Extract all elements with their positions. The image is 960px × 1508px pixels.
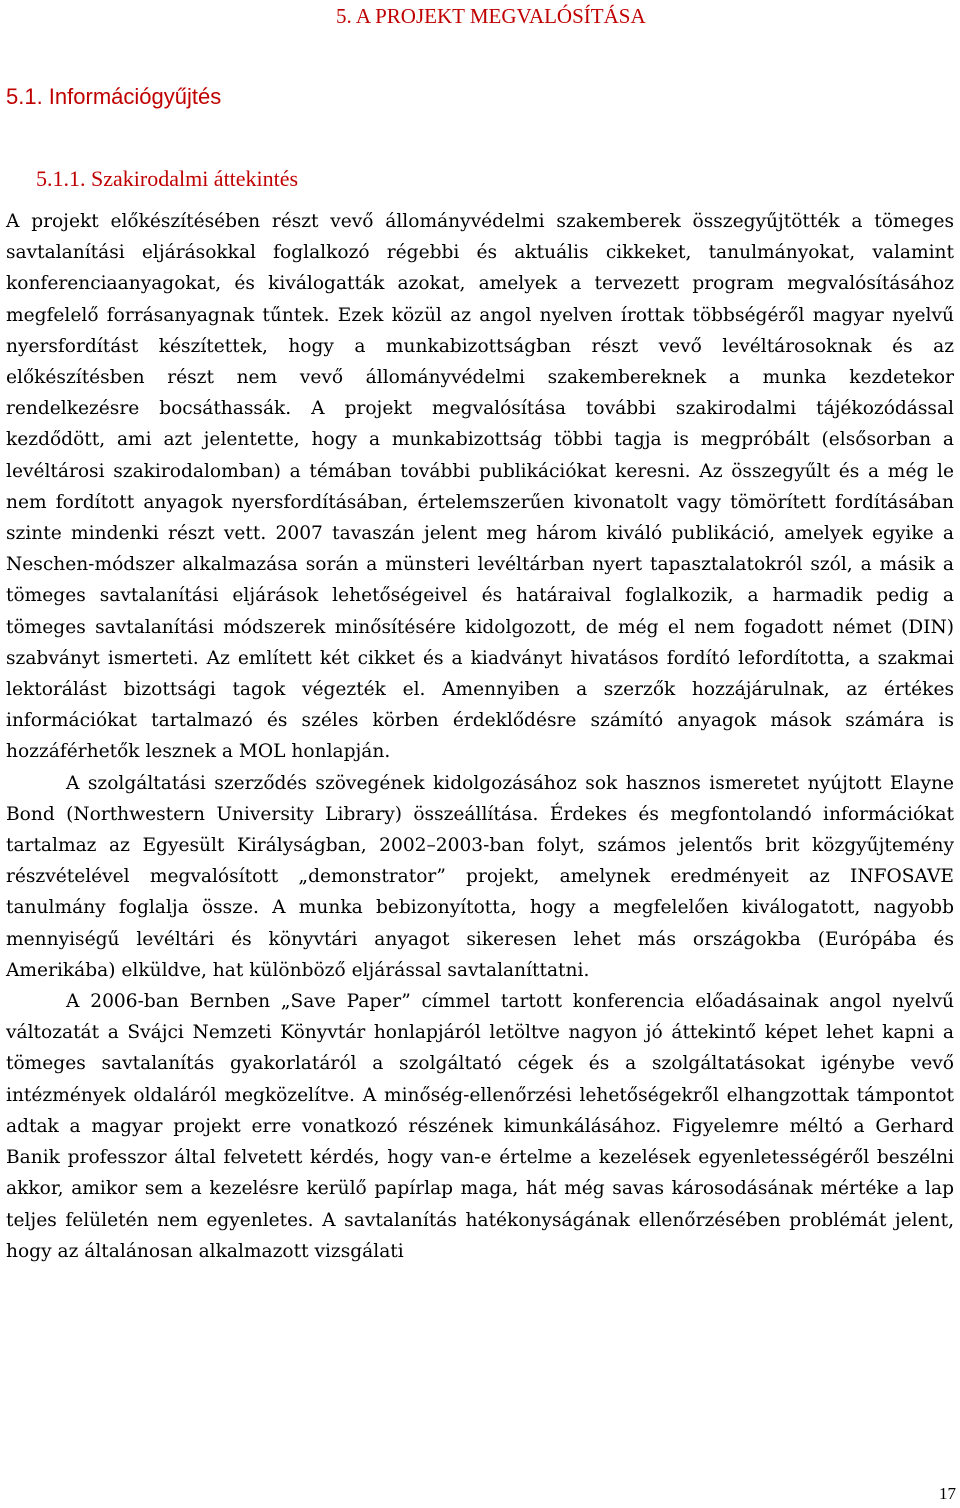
body-text xyxy=(6,206,954,1267)
paragraph-3: A 2006-ban Bernben „Save Paper” címmel tartott konferencia előadásainak angol nyelvű változatát a Svájci Nemzeti Könyvtár honlapjáról letöltve nagyon jó áttekintő képet lehet kapni a tömeges savtalanítás gyakorlatáról a szolgáltató cégek és a szolgáltatásokat igénybe vevő intézmények oldaláról megközelítve. A minőség-ellenőrzési lehetőségekről elhangzottak támpontot adtak a magyar projekt erre vonatkozó részének kimunkálásához. Figyelemre méltó a Gerhard Banik professzor által felvetett kérdés, hogy van-e értelme a kezelések egyenletességéről beszélni akkor, amikor sem a kezelésre kerülő papírlap maga, hát még savas károsodásának mértéke a lap teljes felületén nem egyenletes. A savtalanítás hatékonyságának ellenőrzésében problémát jelent, hogy az általánosan alkalmazott vizsgálati xyxy=(6,991,954,1262)
paragraph-2: A szolgáltatási szerződés szövegének kidolgozásához sok hasznos ismeretet nyújtott Elayne Bond (Northwestern University Library) összeállítása. Érdekes és megfontolandó információkat tartalmaz az Egyesült Királyságban, 2002–2003-ban folyt, számos jelentős brit közgyűjtemény részvételével megvalósított „demonstrator” projekt, amelynek eredményeit az INFOSAVE tanulmány foglalja össze. A munka bebizonyította, hogy a megfelelően kiválogatott, nagyobb mennyiségű levéltári és könyvtári anyagot sikeresen lehet más országokba (Európába és Amerikába) elküldve, hat különböző eljárással savtalaníttatni. xyxy=(6,772,954,981)
subsection-heading: 5.1.1. Szakirodalmi áttekintés xyxy=(36,166,299,191)
paragraph-1: A projekt előkészítésében részt vevő állományvédelmi szakemberek összegyűjtötték a tömeges savtalanítási eljárásokkal foglalkozó régebbi és aktuális cikkeket, tanulmányokat, valamint konferenciaanyagokat, és kiválogatták azokat, amelyek a tervezett program megvalósításához megfelelő forrásanyagnak tűntek. Ezek közül az angol nyelven írottak többségéről magyar nyelvű nyersfordítást készítettek, hogy a munkabizottságban részt vevő levéltárosoknak és az előkészítésben részt nem vevő állományvédelmi szakembereknek a munka kezdetekor rendelkezésre bocsáthassák. A projekt megvalósítása további szakirodalmi tájékozódással kezdődött, ami azt jelentette, hogy a munkabizottság többi tagja is megpróbált (elsősorban a levéltárosi szakirodalomban) a témában további publikációkat keresni. Az összegyűlt és a még le nem fordított anyagok nyersfordításában, értelemszerűen kivonatolt vagy tömörített fordításában szinte mindenki részt vett. 2007 tavaszán jelent meg három kiváló publikáció, amelyek egyike a Neschen-módszer alkalmazása során a münsteri levéltárban nyert tapasztalatokról szól, a másik a tömeges savtalanítási eljárások lehetőségeivel és határaival foglalkozik, a harmadik pedig a tömeges savtalanítási módszerek minősítésére kidolgozott, de még el nem fogadott német (DIN) szabványt ismerteti. Az említett két cikket és a kiadványt hivatásos fordító lefordította, a szakmai lektorálást bizottsági tagok végezték el. Amennyiben a szerzők hozzájárulnak, az értékes információkat tartalmazó és széles körben érdeklődésre számító anyagok mások számára is hozzáférhetők lesznek a MOL honlapján. xyxy=(6,211,954,763)
section-heading: 5.1. Információgyűjtés xyxy=(6,84,222,109)
page-number: 17 xyxy=(939,1484,956,1503)
running-header: 5. A PROJEKT MEGVALÓSÍTÁSA xyxy=(336,4,646,28)
